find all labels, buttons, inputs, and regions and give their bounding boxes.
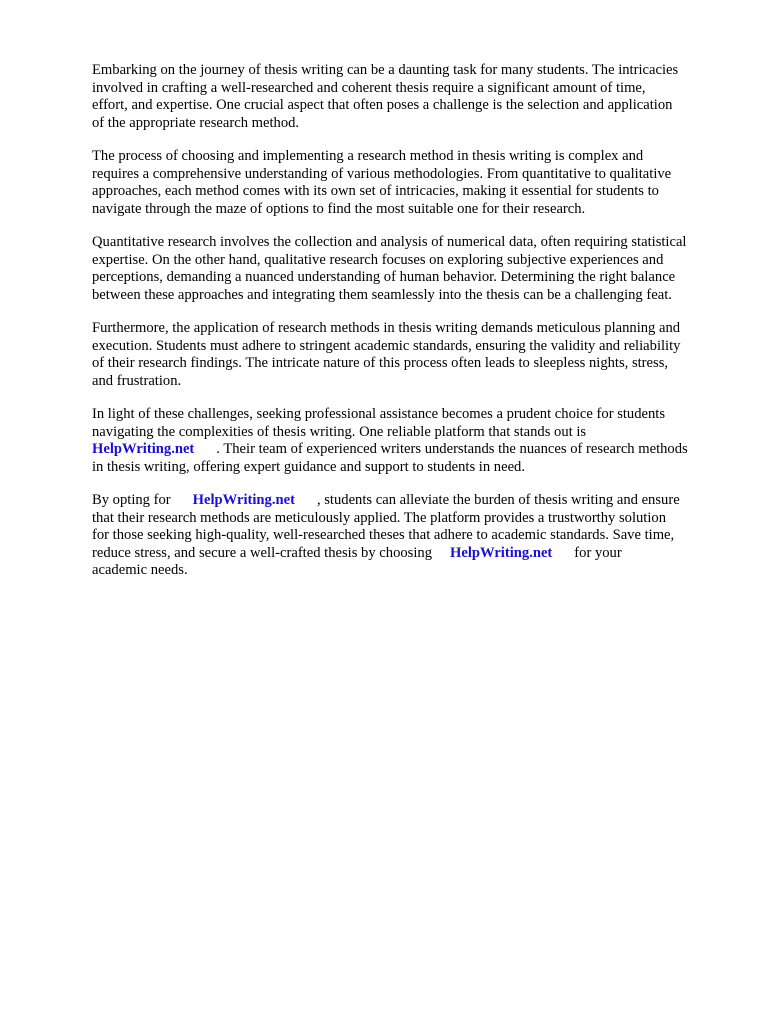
text-line-with-link bbox=[92, 492, 724, 510]
text-fragment: . Their team of experienced writers understands the nuances of research methods bbox=[216, 441, 688, 457]
text-fragment: reduce stress, and secure a well-crafted thesis by choosing bbox=[92, 544, 432, 561]
text-line: Furthermore, the application of research methods in thesis writing demands meticulous planning and bbox=[92, 320, 681, 336]
document-page bbox=[92, 62, 724, 596]
text-fragment: , students can alleviate the burden of thesis writing and ensure bbox=[316, 492, 680, 508]
text-line: execution. Students must adhere to stringent academic standards, ensuring the validity and reliability bbox=[92, 337, 681, 354]
helpwriting-link[interactable]: HelpWriting.net bbox=[192, 492, 295, 508]
text-line: academic needs. bbox=[92, 562, 188, 578]
text-line: expertise. On the other hand, qualitative research focuses on exploring subjective experiences and bbox=[92, 251, 664, 268]
text-line: effort, and expertise. One crucial aspect that often poses a challenge is the selection and application bbox=[92, 97, 673, 113]
paragraph-intro bbox=[92, 62, 724, 132]
text-line: for those seeking high-quality, well-researched theses that adhere to academic standards. Save time, bbox=[92, 527, 675, 543]
text-line-with-link bbox=[92, 441, 724, 459]
text-line: and frustration. bbox=[92, 372, 182, 389]
text-line: Quantitative research involves the collection and analysis of numerical data, often requiring statistical bbox=[92, 234, 687, 250]
text-line: of their research findings. The intricate nature of this process often leads to sleepless nights, stress, bbox=[92, 355, 669, 371]
text-line: between these approaches and integrating them seamlessly into the thesis can be a challenging feat. bbox=[92, 286, 672, 303]
helpwriting-link[interactable]: HelpWriting.net bbox=[92, 441, 195, 457]
text-line-with-link bbox=[92, 545, 724, 563]
paragraph-process bbox=[92, 148, 724, 218]
paragraph-assistance bbox=[92, 406, 724, 476]
text-fragment: for your bbox=[574, 544, 622, 561]
paragraph-furthermore bbox=[92, 320, 724, 390]
text-line: Embarking on the journey of thesis writing can be a daunting task for many students. The intricacies bbox=[92, 62, 679, 78]
text-line: perceptions, demanding a nuanced understanding of human behavior. Determining the right balance bbox=[92, 269, 676, 285]
text-fragment: By opting for bbox=[92, 492, 171, 508]
paragraph-conclusion bbox=[92, 492, 724, 580]
text-line: navigate through the maze of options to find the most suitable one for their research. bbox=[92, 200, 586, 217]
text-line: in thesis writing, offering expert guidance and support to students in need. bbox=[92, 458, 525, 475]
text-line: requires a comprehensive understanding of various methodologies. From quantitative to qualitative bbox=[92, 165, 672, 182]
text-line: In light of these challenges, seeking professional assistance becomes a prudent choice for students bbox=[92, 406, 666, 422]
text-line: of the appropriate research method. bbox=[92, 114, 300, 131]
text-line: involved in crafting a well-researched and coherent thesis require a significant amount of time, bbox=[92, 79, 646, 96]
text-line: The process of choosing and implementing a research method in thesis writing is complex and bbox=[92, 148, 644, 164]
text-line: navigating the complexities of thesis writing. One reliable platform that stands out is bbox=[92, 423, 587, 440]
paragraph-quantitative bbox=[92, 234, 724, 304]
text-line: that their research methods are meticulously applied. The platform provides a trustworthy solution bbox=[92, 509, 667, 526]
text-line: approaches, each method comes with its own set of intricacies, making it essential for students to bbox=[92, 183, 659, 199]
helpwriting-link[interactable]: HelpWriting.net bbox=[450, 544, 553, 561]
